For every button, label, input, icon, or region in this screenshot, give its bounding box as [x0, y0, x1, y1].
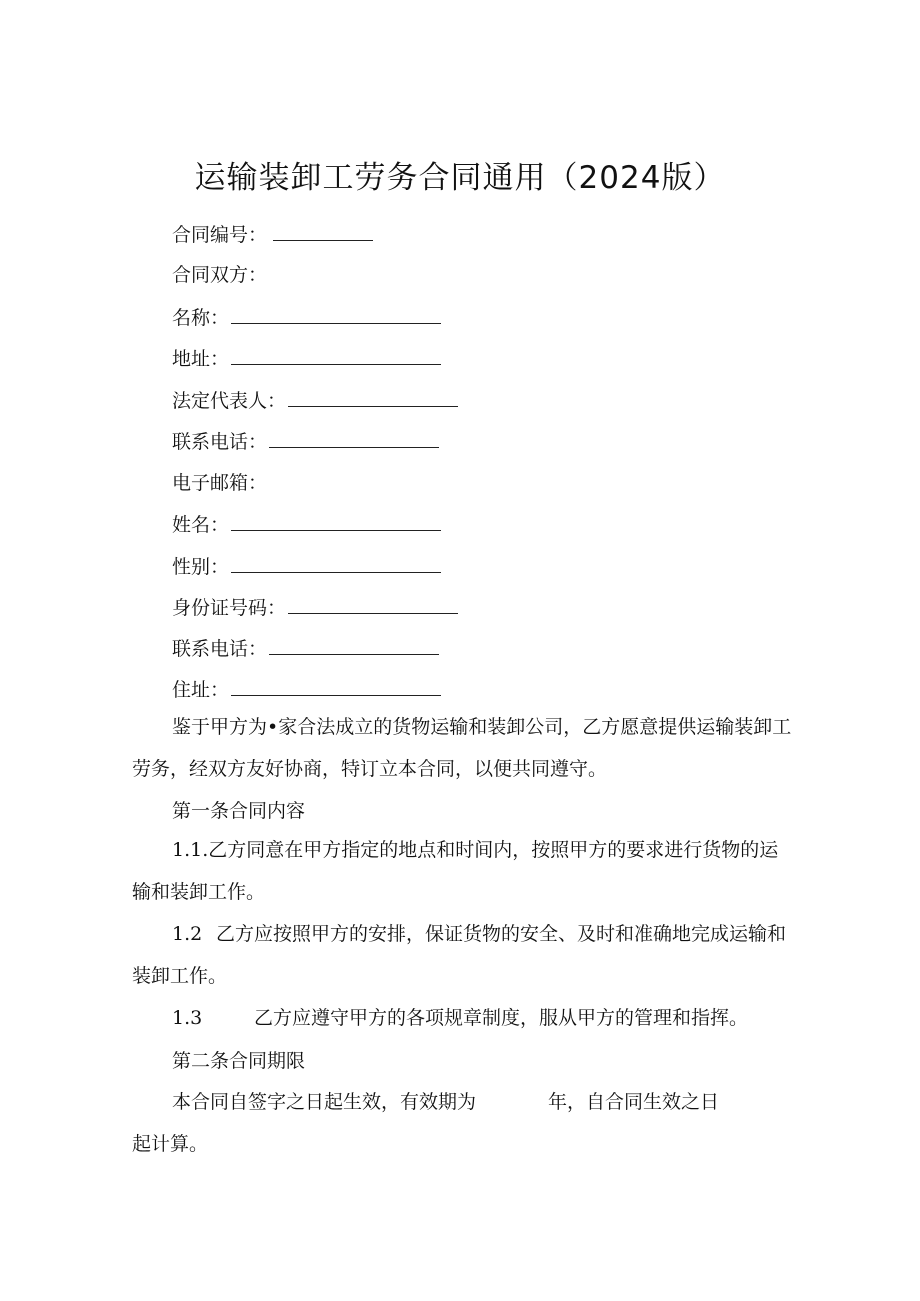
blank-line	[288, 595, 458, 614]
blank-line	[231, 512, 441, 531]
clause-number: 1.3	[172, 1007, 203, 1029]
blank-line	[231, 305, 441, 324]
field-label: 住址：	[172, 679, 230, 701]
clause-text: 乙方应按照甲方的安排，保证货物的安全、及时和准确地完成运输和装卸工作。	[132, 923, 787, 987]
field-label: 法定代表人：	[172, 390, 287, 412]
field-label: 合同双方：	[172, 264, 268, 286]
field-label: 电子邮箱：	[172, 472, 268, 494]
field-name	[172, 305, 441, 330]
clause-1-3	[132, 997, 792, 1039]
clause-text: 乙方应遵守甲方的各项规章制度，服从甲方的管理和指挥。	[254, 1007, 749, 1029]
field-residence	[172, 677, 441, 702]
field-id-number	[172, 595, 458, 620]
field-label: 名称：	[172, 307, 230, 329]
term-paragraph-line2: 起计算。	[132, 1133, 209, 1155]
blank-line	[288, 388, 458, 407]
field-phone-2	[172, 636, 439, 661]
clause-number: 1.2	[172, 923, 203, 945]
field-label: 姓名：	[172, 514, 230, 536]
field-label: 联系电话：	[172, 638, 268, 660]
article-1-heading: 第一条合同内容	[172, 800, 306, 822]
blank-line	[231, 554, 441, 573]
field-phone	[172, 429, 439, 454]
field-email	[172, 471, 267, 495]
field-label: 合同编号：	[172, 224, 268, 246]
field-contract-no	[172, 222, 373, 247]
field-label: 地址：	[172, 348, 230, 370]
intro-paragraph: 鉴于甲方为•家合法成立的货物运输和装卸公司，乙方愿意提供运输装卸工劳务，经双方友好协商，特订立本合同，以便共同遵守。	[132, 716, 792, 780]
article-2-heading: 第二条合同期限	[172, 1050, 306, 1072]
field-gender	[172, 554, 441, 579]
field-person-name	[172, 512, 441, 537]
field-parties	[172, 263, 267, 287]
field-label: 身份证号码：	[172, 597, 287, 619]
field-legal-rep	[172, 388, 458, 413]
clause-1-1: 1.1.乙方同意在甲方指定的地点和时间内，按照甲方的要求进行货物的运输和装卸工作。	[132, 839, 779, 903]
term-paragraph-line1	[132, 1081, 792, 1123]
blank-line	[231, 677, 441, 696]
term-text-b: 年，自合同生效之日	[548, 1091, 720, 1113]
clause-1-2	[132, 913, 792, 997]
document-title: 运输装卸工劳务合同通用（2024版）	[194, 160, 726, 196]
blank-line	[269, 636, 439, 655]
blank-line	[273, 222, 373, 241]
blank-line	[231, 346, 441, 365]
term-text-a: 本合同自签字之日起生效，有效期为	[172, 1091, 477, 1113]
field-address	[172, 346, 441, 371]
blank-line	[269, 429, 439, 448]
field-label: 性别：	[172, 556, 230, 578]
field-label: 联系电话：	[172, 431, 268, 453]
